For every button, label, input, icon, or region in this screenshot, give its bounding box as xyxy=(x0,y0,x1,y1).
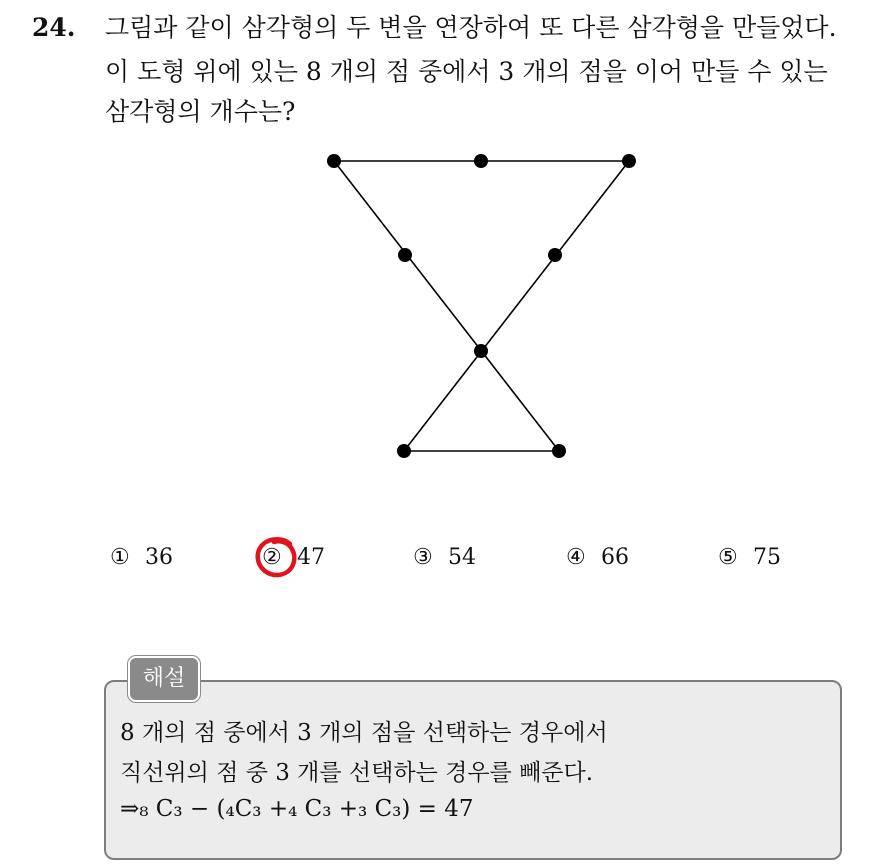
choice-3[interactable] xyxy=(413,542,476,574)
point-right-mid xyxy=(548,248,562,262)
solution-line-1: 8 개의 점 중에서 3 개의 점을 선택하는 경우에서 xyxy=(120,720,608,746)
answer-choices xyxy=(0,542,884,582)
solution-line-2: 직선위의 점 중 3 개를 선택하는 경우를 빼준다. xyxy=(120,760,594,786)
solution-formula: ⇒₈ C₃ − (₄C₃ +₄ C₃ +₃ C₃) = 47 xyxy=(120,796,474,822)
choice-4[interactable] xyxy=(566,542,629,574)
point-top-right xyxy=(622,154,636,168)
point-top-middle xyxy=(474,154,488,168)
choice-5[interactable] xyxy=(718,542,781,574)
segment-left-diagonal xyxy=(334,161,559,451)
point-bottom-left xyxy=(397,444,411,458)
choice-1[interactable] xyxy=(110,542,173,574)
point-top-left xyxy=(327,154,341,168)
choice-value: 47 xyxy=(297,545,325,570)
question-text-line-1: 그림과 같이 삼각형의 두 변을 연장하여 또 다른 삼각형을 만들었다. xyxy=(105,13,837,42)
question-text-line-3: 삼각형의 개수는? xyxy=(105,97,296,126)
choice-number: ③ xyxy=(413,545,433,570)
choice-number: ④ xyxy=(566,545,586,570)
point-center xyxy=(474,344,488,358)
answer-circle-mark xyxy=(252,532,302,582)
question-text-line-2: 이 도형 위에 있는 8 개의 점 중에서 3 개의 점을 이어 만들 수 있는 xyxy=(105,57,828,86)
choice-value: 54 xyxy=(448,545,476,570)
choice-number: ⑤ xyxy=(718,545,738,570)
choice-value: 75 xyxy=(753,545,781,570)
point-left-mid xyxy=(398,248,412,262)
choice-value: 66 xyxy=(601,545,629,570)
choice-number: ① xyxy=(110,545,130,570)
segment-right-diagonal xyxy=(404,161,629,451)
point-bottom-right xyxy=(552,444,566,458)
question-number: 24. xyxy=(32,13,76,42)
choice-number: ② xyxy=(262,545,282,570)
solution-tab: 해설 xyxy=(128,656,200,702)
choice-value: 36 xyxy=(145,545,173,570)
triangle-figure xyxy=(300,140,660,480)
